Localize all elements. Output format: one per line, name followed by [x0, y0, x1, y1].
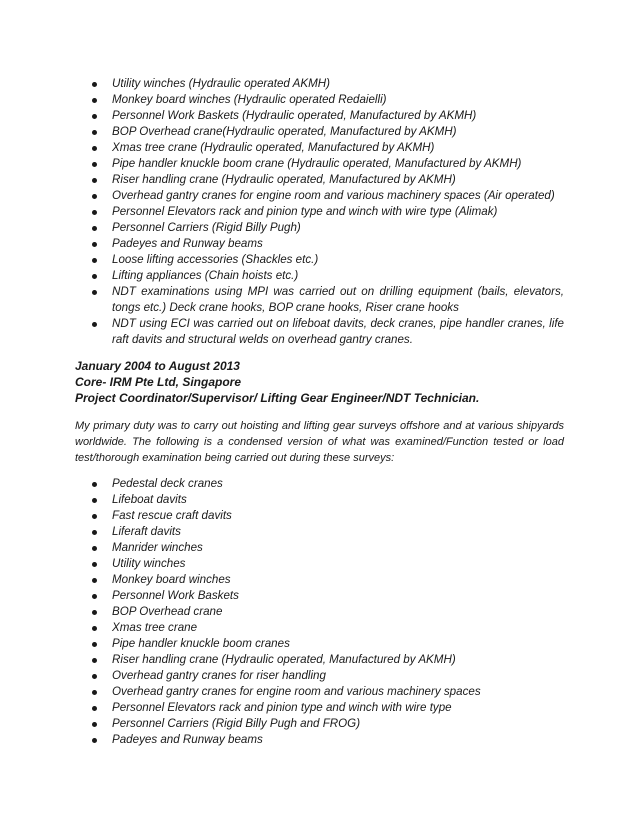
list-item	[92, 236, 564, 252]
list-item-text: BOP Overhead crane(Hydraulic operated, Manufactured by AKMH)	[112, 125, 457, 138]
list-item-text: Pedestal deck cranes	[112, 477, 223, 490]
equipment-list-1	[92, 76, 564, 348]
bullet-icon	[92, 530, 97, 535]
list-item	[92, 108, 564, 124]
bullet-icon	[92, 194, 97, 199]
list-item-text: Overhead gantry cranes for engine room and various machinery spaces (Air operated)	[112, 189, 555, 202]
bullet-icon	[92, 498, 97, 503]
list-item-text: Manrider winches	[112, 541, 203, 554]
list-item-text: Xmas tree crane (Hydraulic operated, Manufactured by AKMH)	[112, 141, 435, 154]
bullet-icon	[92, 290, 97, 295]
list-item	[92, 220, 564, 236]
list-item	[92, 620, 564, 636]
bullet-icon	[92, 322, 97, 327]
bullet-icon	[92, 594, 97, 599]
list-item	[92, 172, 564, 188]
list-item	[92, 188, 564, 204]
list-item-text: Monkey board winches (Hydraulic operated Redaielli)	[112, 93, 387, 106]
list-item-text: Fast rescue craft davits	[112, 509, 232, 522]
list-item	[92, 732, 564, 748]
list-item-text: Overhead gantry cranes for riser handling	[112, 669, 326, 682]
list-item-text: Riser handling crane (Hydraulic operated, Manufactured by AKMH)	[112, 653, 456, 666]
bullet-icon	[92, 658, 97, 663]
list-item-text: Utility winches	[112, 557, 186, 570]
list-item	[92, 76, 564, 92]
list-item	[92, 204, 564, 220]
bullet-icon	[92, 274, 97, 279]
list-item	[92, 604, 564, 620]
bullet-icon	[92, 210, 97, 215]
bullet-icon	[92, 722, 97, 727]
bullet-icon	[92, 626, 97, 631]
list-item-text: Personnel Elevators rack and pinion type and winch with wire type	[112, 701, 452, 714]
bullet-icon	[92, 578, 97, 583]
job-company: Core- IRM Pte Ltd, Singapore	[75, 375, 242, 389]
list-item-text: Pipe handler knuckle boom cranes	[112, 637, 290, 650]
equipment-list-2	[92, 476, 564, 748]
list-item	[92, 668, 564, 684]
list-item-text: Xmas tree crane	[112, 621, 198, 634]
list-item	[92, 252, 564, 268]
bullet-icon	[92, 178, 97, 183]
bullet-icon	[92, 514, 97, 519]
bullet-icon	[92, 114, 97, 119]
list-item-text: Utility winches (Hydraulic operated AKMH)	[112, 77, 330, 90]
bullet-icon	[92, 706, 97, 711]
list-item-text: Monkey board winches	[112, 573, 231, 586]
list-item-text: Lifting appliances (Chain hoists etc.)	[112, 269, 299, 282]
list-item-text: Personnel Work Baskets (Hydraulic operated, Manufactured by AKMH)	[112, 109, 477, 122]
list-item	[92, 652, 564, 668]
list-item-text: Personnel Elevators rack and pinion type and winch with wire type (Alimak)	[112, 205, 498, 218]
list-item	[92, 140, 564, 156]
list-item-text: Overhead gantry cranes for engine room and various machinery spaces	[112, 685, 481, 698]
bullet-icon	[92, 546, 97, 551]
job-title: Project Coordinator/Supervisor/ Lifting Gear Engineer/NDT Technician.	[75, 391, 480, 405]
bullet-icon	[92, 690, 97, 695]
list-item-text: Loose lifting accessories (Shackles etc.)	[112, 253, 319, 266]
list-item	[92, 92, 564, 108]
job-description: My primary duty was to carry out hoisting and lifting gear surveys offshore and at various shipyards worldwide. The following is a condensed version of what was examined/Function tested or load test/thorough examination being carried out during these surveys:	[75, 420, 564, 464]
list-item	[92, 492, 564, 508]
bullet-icon	[92, 130, 97, 135]
bullet-icon	[92, 82, 97, 87]
list-item	[92, 684, 564, 700]
list-item	[92, 700, 564, 716]
list-item-text: Personnel Work Baskets	[112, 589, 239, 602]
bullet-icon	[92, 146, 97, 151]
bullet-icon	[92, 610, 97, 615]
list-item	[92, 524, 564, 540]
list-item-text: NDT using ECI was carried out on lifeboat davits, deck cranes, pipe handler cranes, life raft davits and structural welds on overhead gantry cranes.	[112, 317, 564, 346]
bullet-icon	[92, 674, 97, 679]
bullet-icon	[92, 642, 97, 647]
bullet-icon	[92, 562, 97, 567]
list-item	[92, 268, 564, 284]
job-dates: January 2004 to August 2013	[75, 359, 240, 373]
list-item	[92, 588, 564, 604]
bullet-icon	[92, 738, 97, 743]
list-item-text: Lifeboat davits	[112, 493, 187, 506]
bullet-icon	[92, 242, 97, 247]
list-item	[92, 540, 564, 556]
list-item-text: Riser handling crane (Hydraulic operated, Manufactured by AKMH)	[112, 173, 456, 186]
bullet-icon	[92, 258, 97, 263]
list-item-text: Liferaft davits	[112, 525, 181, 538]
list-item-text: Pipe handler knuckle boom crane (Hydraulic operated, Manufactured by AKMH)	[112, 157, 522, 170]
list-item	[92, 476, 564, 492]
list-item-text: Padeyes and Runway beams	[112, 733, 263, 746]
list-item	[92, 572, 564, 588]
list-item	[92, 556, 564, 572]
list-item-text: Padeyes and Runway beams	[112, 237, 263, 250]
list-item	[92, 156, 564, 172]
list-item-text: Personnel Carriers (Rigid Billy Pugh and FROG)	[112, 717, 361, 730]
list-item-text: NDT examinations using MPI was carried out on drilling equipment (bails, elevators, tongs etc.) Deck crane hooks, BOP crane hooks, Riser crane hooks	[112, 285, 564, 314]
job-header	[75, 358, 565, 406]
bullet-icon	[92, 162, 97, 167]
list-item-text: BOP Overhead crane	[112, 605, 223, 618]
list-item	[92, 284, 564, 316]
list-item	[92, 636, 564, 652]
list-item	[92, 508, 564, 524]
bullet-icon	[92, 482, 97, 487]
list-item	[92, 316, 564, 348]
bullet-icon	[92, 226, 97, 231]
list-item	[92, 716, 564, 732]
bullet-icon	[92, 98, 97, 103]
list-item	[92, 124, 564, 140]
list-item-text: Personnel Carriers (Rigid Billy Pugh)	[112, 221, 301, 234]
